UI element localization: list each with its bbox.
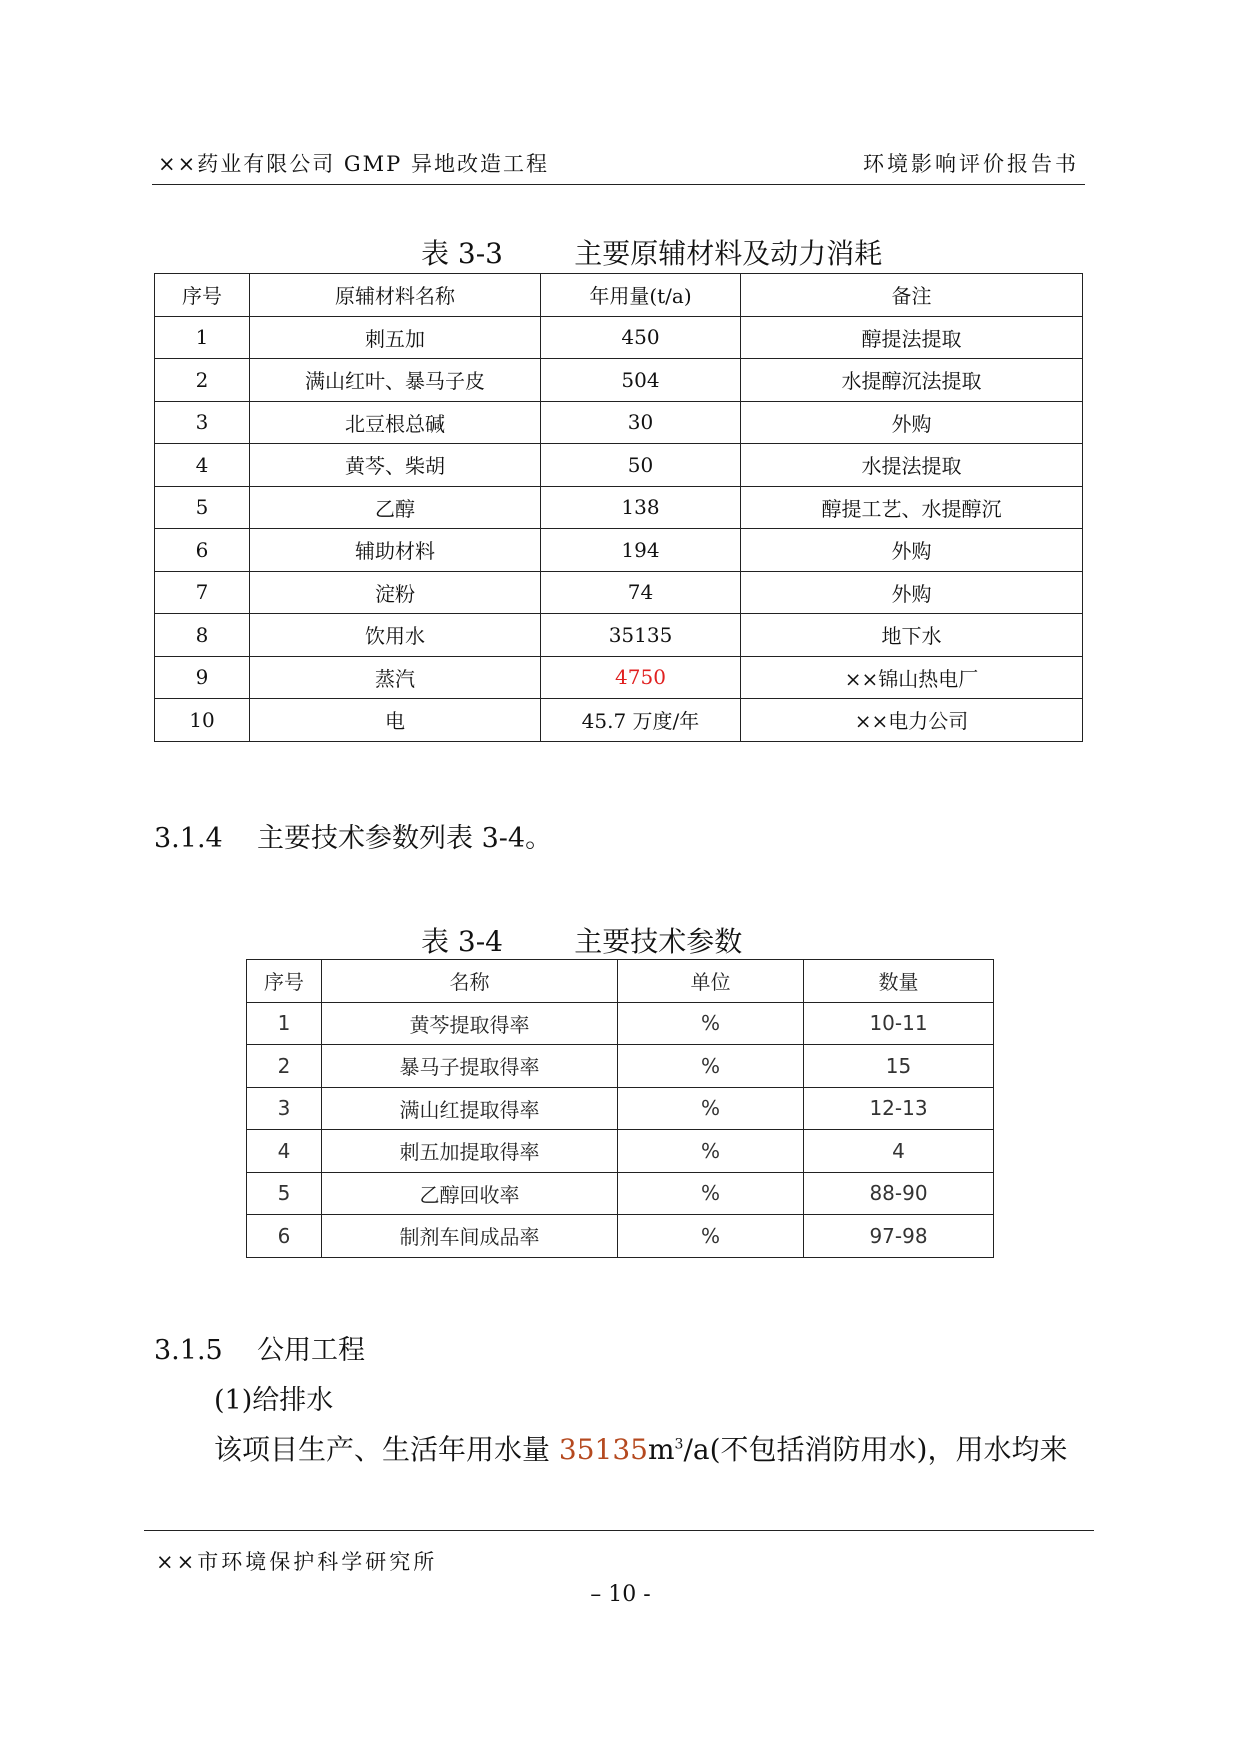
material-name: 淀粉 xyxy=(250,571,541,614)
parameter-name: 满山红提取得率 xyxy=(322,1087,618,1130)
unit-text: m xyxy=(647,1433,675,1466)
parameter-unit: % xyxy=(618,1002,804,1045)
remark: 外购 xyxy=(741,529,1083,572)
material-name: 北豆根总碱 xyxy=(250,401,541,444)
row-index: 9 xyxy=(155,656,250,699)
parameter-unit: % xyxy=(618,1215,804,1258)
table-3-3-caption: 表 3-3 主要原辅材料及动力消耗 xyxy=(421,237,883,270)
remark: 地下水 xyxy=(741,614,1083,657)
remark: 外购 xyxy=(741,401,1083,444)
row-index: 2 xyxy=(247,1045,322,1088)
annual-usage-highlighted: 4750 xyxy=(541,656,741,699)
table-row xyxy=(155,571,1083,614)
row-index: 6 xyxy=(247,1215,322,1258)
parameter-unit: % xyxy=(618,1087,804,1130)
paragraph-text-start: 该项目生产、生活年用水量 xyxy=(214,1433,559,1466)
annual-usage: 138 xyxy=(541,486,741,529)
material-name: 蒸汽 xyxy=(250,656,541,699)
parameter-value: 15 xyxy=(804,1045,994,1088)
page-number: – 10 - xyxy=(590,1582,651,1607)
row-index: 5 xyxy=(247,1172,322,1215)
annual-usage: 35135 xyxy=(541,614,741,657)
row-index: 2 xyxy=(155,359,250,402)
material-name: 饮用水 xyxy=(250,614,541,657)
parameter-name: 乙醇回收率 xyxy=(322,1172,618,1215)
table-row xyxy=(247,1002,994,1045)
column-header: 原辅材料名称 xyxy=(250,274,541,317)
row-index: 4 xyxy=(155,444,250,487)
material-name: 电 xyxy=(250,699,541,742)
material-name: 辅助材料 xyxy=(250,529,541,572)
remark: ××电力公司 xyxy=(741,699,1083,742)
unit-superscript: 3 xyxy=(674,1436,684,1453)
material-name: 满山红叶、暴马子皮 xyxy=(250,359,541,402)
parameter-value: 88-90 xyxy=(804,1172,994,1215)
annual-usage: 50 xyxy=(541,444,741,487)
header-report-type: 环境影响评价报告书 xyxy=(863,152,1079,176)
table-row xyxy=(155,699,1083,742)
row-index: 1 xyxy=(247,1002,322,1045)
material-name: 乙醇 xyxy=(250,486,541,529)
parameter-name: 黄芩提取得率 xyxy=(322,1002,618,1045)
table-row xyxy=(155,359,1083,402)
technical-parameters-table xyxy=(246,959,994,1258)
parameter-name: 刺五加提取得率 xyxy=(322,1130,618,1173)
table-row xyxy=(155,614,1083,657)
table-row xyxy=(247,1045,994,1088)
annual-usage: 45.7 万度/年 xyxy=(541,699,741,742)
row-index: 3 xyxy=(247,1087,322,1130)
column-header: 名称 xyxy=(322,960,618,1003)
table-3-4-caption: 表 3-4 主要技术参数 xyxy=(421,925,743,958)
parameter-name: 暴马子提取得率 xyxy=(322,1045,618,1088)
annual-usage: 450 xyxy=(541,316,741,359)
remark: 醇提工艺、水提醇沉 xyxy=(741,486,1083,529)
header-rule xyxy=(152,184,1085,185)
annual-usage: 74 xyxy=(541,571,741,614)
material-name: 刺五加 xyxy=(250,316,541,359)
annual-usage: 194 xyxy=(541,529,741,572)
materials-consumption-table xyxy=(154,273,1083,742)
parameter-name: 制剂车间成品率 xyxy=(322,1215,618,1258)
parameter-value: 12-13 xyxy=(804,1087,994,1130)
running-header xyxy=(152,148,1085,182)
column-header: 序号 xyxy=(155,274,250,317)
highlighted-water-volume: 35135 xyxy=(558,1433,648,1466)
section-3-1-5-heading: 3.1.5 公用工程 xyxy=(154,1335,366,1366)
remark: 外购 xyxy=(741,571,1083,614)
column-header: 单位 xyxy=(618,960,804,1003)
remark: ××锦山热电厂 xyxy=(741,656,1083,699)
table-row xyxy=(247,1130,994,1173)
table-header-row xyxy=(247,960,994,1003)
table-row xyxy=(155,656,1083,699)
column-header: 数量 xyxy=(804,960,994,1003)
parameter-unit: % xyxy=(618,1172,804,1215)
row-index: 8 xyxy=(155,614,250,657)
table-row xyxy=(155,316,1083,359)
row-index: 1 xyxy=(155,316,250,359)
table-row xyxy=(247,1215,994,1258)
remark: 水提法提取 xyxy=(741,444,1083,487)
table-row xyxy=(155,444,1083,487)
subsection-water-supply-heading: (1)给排水 xyxy=(214,1385,334,1416)
footer-organization: ××市环境保护科学研究所 xyxy=(156,1550,438,1574)
remark: 醇提法提取 xyxy=(741,316,1083,359)
annual-usage: 504 xyxy=(541,359,741,402)
row-index: 4 xyxy=(247,1130,322,1173)
column-header: 年用量(t/a) xyxy=(541,274,741,317)
row-index: 6 xyxy=(155,529,250,572)
table-header-row xyxy=(155,274,1083,317)
row-index: 7 xyxy=(155,571,250,614)
section-3-1-4-heading: 3.1.4 主要技术参数列表 3-4。 xyxy=(154,823,553,854)
row-index: 3 xyxy=(155,401,250,444)
table-row xyxy=(247,1087,994,1130)
parameter-value: 4 xyxy=(804,1130,994,1173)
parameter-unit: % xyxy=(618,1045,804,1088)
remark: 水提醇沉法提取 xyxy=(741,359,1083,402)
parameter-unit: % xyxy=(618,1130,804,1173)
footer-rule xyxy=(144,1530,1094,1531)
paragraph-text-end: /a(不包括消防用水)，用水均来 xyxy=(683,1433,1068,1466)
table-row xyxy=(155,401,1083,444)
table-row xyxy=(155,529,1083,572)
parameter-value: 10-11 xyxy=(804,1002,994,1045)
row-index: 10 xyxy=(155,699,250,742)
table-row xyxy=(155,486,1083,529)
material-name: 黄芩、柴胡 xyxy=(250,444,541,487)
column-header: 序号 xyxy=(247,960,322,1003)
column-header: 备注 xyxy=(741,274,1083,317)
water-usage-paragraph xyxy=(214,1428,1067,1468)
row-index: 5 xyxy=(155,486,250,529)
header-project-title: ××药业有限公司 GMP 异地改造工程 xyxy=(158,152,549,176)
annual-usage: 30 xyxy=(541,401,741,444)
table-row xyxy=(247,1172,994,1215)
parameter-value: 97-98 xyxy=(804,1215,994,1258)
